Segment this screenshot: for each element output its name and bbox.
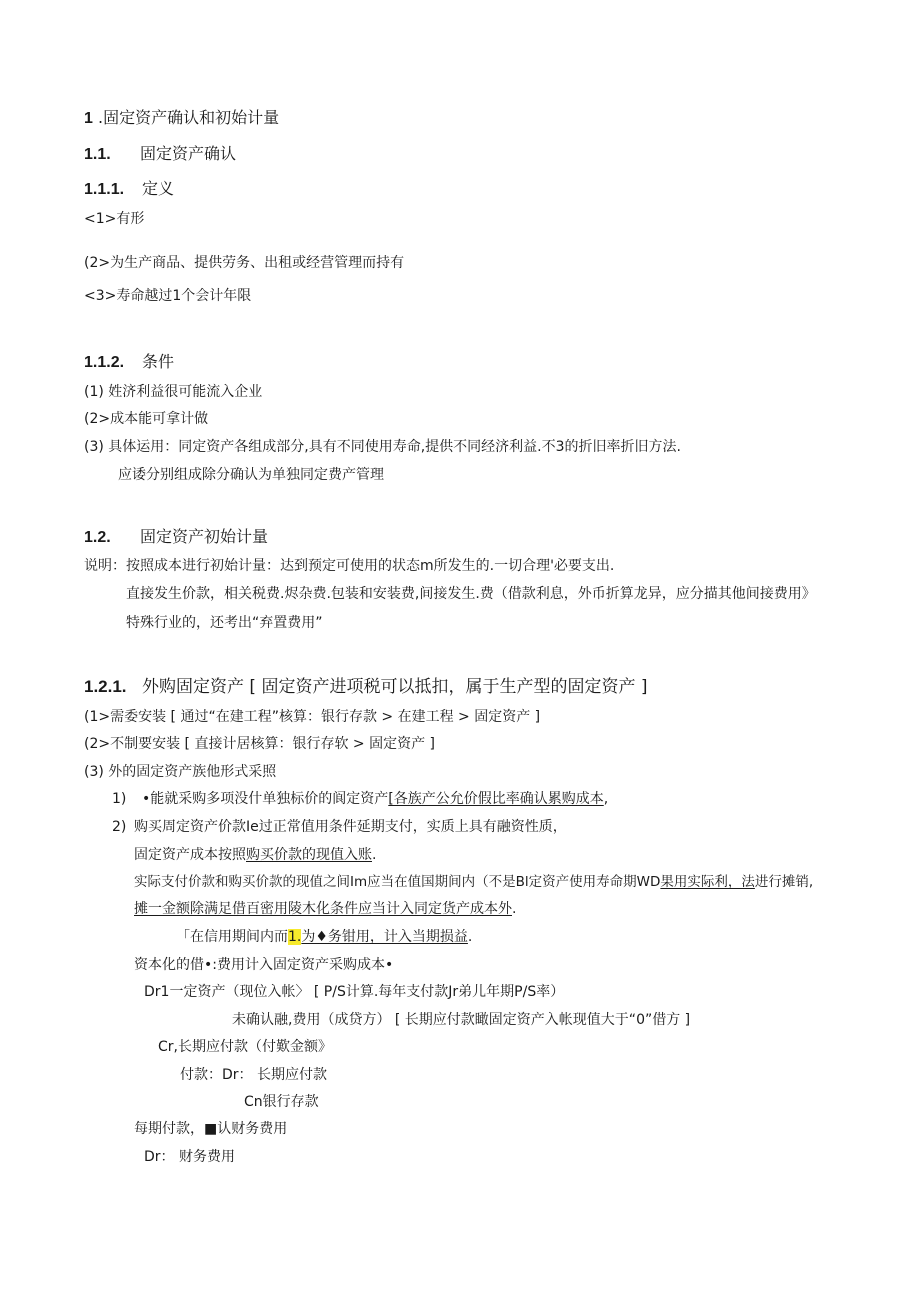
purchase-line-1: (1>需委安装 [ 通过“在建工程”核算：银行存款 > 在建工程 > 固定资产 ] [84, 709, 541, 725]
entry-line-1: 资本化的借•:费用计入固定资产采购成本• [134, 957, 394, 973]
heading-number: 1.1.1. [84, 181, 125, 198]
purchase-item-2 [112, 818, 567, 836]
item-text: 「在信用期间内而 [176, 929, 288, 945]
entry-line-4: Cr,长期应付款（付歎金额》 [158, 1039, 332, 1055]
heading-section-1 [84, 108, 279, 129]
heading-number: 1.2. [84, 529, 111, 546]
item-text: •能就采购多项没什单独标价的阆定资产 [142, 791, 389, 807]
heading-title: 固定资产确认 [140, 144, 237, 163]
condition-line-2: (2>成本能可拿计做 [84, 411, 209, 427]
entry-line-3: 未确认融,费用（成贷方） [ 长期应付款瞰固定资产入帐现值大于“0”借方 ] [232, 1012, 691, 1028]
heading-title: 固定资产初始计量 [140, 527, 269, 546]
item-text-underlined: 果用实际利，法 [660, 874, 755, 890]
entry-line-6: Cn银行存款 [244, 1094, 319, 1110]
entry-line-8: Dr： 财务费用 [144, 1149, 235, 1165]
condition-line-1: (1) 姓济利益很可能流入企业 [84, 384, 263, 400]
measurement-line-2: 直接发生价款，相关税费.烬杂费.包装和安装费,间接发生.费（借款利息，外币折算龙异，应分描其他间接费用》 [126, 586, 816, 602]
heading-number: 1 [84, 110, 93, 127]
item-text-underlined: 购买价款的现值入账 [246, 847, 372, 863]
item-number: 2) [112, 819, 127, 835]
definition-line-1: <1>有形 [84, 211, 145, 227]
measurement-line-3: 特殊行业的，还考出“弃置费用” [126, 615, 323, 631]
heading-section-1-2-1 [84, 676, 647, 698]
definition-line-2: (2>为生产商品、提供劳务、出租或经营管理而持有 [84, 255, 405, 271]
item-text: . [372, 847, 377, 863]
heading-section-1-1 [84, 144, 236, 165]
purchase-item-1 [112, 790, 608, 808]
purchase-line-3: (3) 外的固定资产族他形式采照 [84, 764, 277, 780]
purchase-line-2: (2>不制要安装 [ 直接计居核算：银行存软 > 固定资产 ] [84, 736, 436, 752]
item-text: . [467, 929, 473, 945]
purchase-item-2-line-2 [134, 846, 376, 864]
item-text-underlined: [各族产公允价假比率确认累购成本 [388, 791, 604, 807]
condition-line-3: (3) 具体运用：同定资产各组成部分,具有不同使用寿命,提供不同经济利益.不3的折旧率折旧方法. [84, 439, 681, 455]
heading-section-1-1-1 [84, 179, 174, 200]
item-text: 固定资产成本按照 [134, 847, 246, 863]
item-text: . [512, 901, 517, 917]
measurement-line-1: 说明：按照成本进行初始计量：达到预定可使用的状态m所发生的.一切合理'必要支出. [84, 558, 615, 574]
item-text-underlined: 为♦务钳用，计入当期损益 [301, 929, 468, 945]
item-text: 实际支付价款和购买价款的现值之间Im应当在值国期间内（不是Bl定资产使用寿命期WD [134, 874, 661, 890]
purchase-item-2-line-5 [176, 928, 472, 946]
highlighted-text: 1. [288, 929, 302, 945]
heading-number: 1.2.1. [84, 677, 127, 696]
purchase-item-2-line-3 [134, 873, 813, 891]
heading-section-1-1-2 [84, 352, 174, 373]
item-text: 购买周定资产价款Ie过正常值用条件延期支付，实质上具有融资性质， [134, 819, 567, 835]
item-number: 1) [112, 791, 127, 807]
heading-title: 外购固定资产 [ 固定资产进项税可以抵扣，属于生产型的固定资产 ] [142, 677, 648, 697]
item-text: 进行摊销, [754, 874, 814, 890]
item-text: , [603, 791, 609, 807]
entry-line-2: Dr1一定资产（现位入帐〉 [ P/S计算.每年支付款Jr弟儿年期P/S率） [144, 984, 565, 1000]
heading-title: 条件 [142, 352, 175, 371]
item-text-underlined: 摊一金额除满足借百密用陵木化条件应当计入同定货产成本外 [134, 901, 512, 917]
entry-line-5: 付款：Dr： 长期应付款 [180, 1067, 327, 1083]
heading-number: 1.1. [84, 146, 111, 163]
heading-title: 定义 [142, 179, 175, 198]
entry-line-7: 每期付款，■认财务费用 [134, 1121, 288, 1137]
purchase-item-2-line-4 [134, 900, 516, 918]
heading-number: 1.1.2. [84, 354, 125, 371]
heading-title: .固定资产确认和初始计量 [92, 108, 280, 127]
heading-section-1-2 [84, 527, 268, 548]
definition-line-3: <3>寿命越过1个会计年限 [84, 288, 252, 304]
condition-line-4: 应诿分别组成除分确认为单独同定费产管理 [118, 467, 384, 483]
